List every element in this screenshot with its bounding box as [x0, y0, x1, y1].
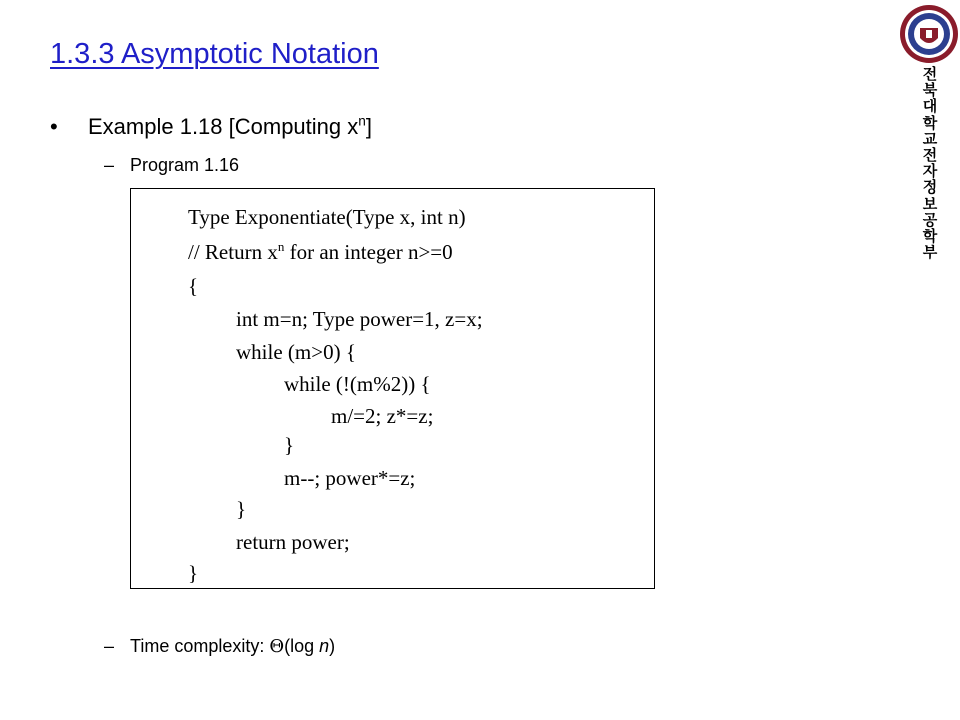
dash-marker: –	[104, 636, 115, 656]
time-close: )	[329, 636, 336, 656]
code-line: int m=n; Type power=1, z=x;	[236, 307, 483, 331]
code-line	[188, 240, 453, 264]
code-line: Type Exponentiate(Type x, int n)	[188, 205, 466, 229]
code-line: }	[236, 497, 247, 521]
code-superscript: n	[277, 239, 285, 254]
code-line: m--; power*=z;	[284, 466, 416, 490]
code-line: while (!(m%2)) {	[284, 372, 431, 396]
code-comment: // Return x	[188, 240, 278, 264]
code-line: while (m>0) {	[236, 340, 356, 364]
bullet-text: Example 1.18 [Computing x	[88, 114, 359, 139]
bullet-marker: •	[50, 114, 58, 139]
code-line: m/=2; z*=z;	[331, 404, 434, 428]
code-line: }	[284, 433, 295, 457]
program-label: Program 1.16	[130, 155, 240, 175]
dash-marker: –	[104, 155, 115, 175]
university-seal-icon	[899, 4, 959, 64]
time-variable: n	[319, 636, 330, 656]
slide-title: 1.3.3 Asymptotic Notation	[50, 38, 379, 70]
time-open: (log	[284, 636, 320, 656]
theta-symbol: Θ	[269, 636, 285, 657]
code-block	[130, 188, 655, 589]
time-complexity-subitem	[104, 636, 335, 657]
time-label: Time complexity:	[130, 636, 270, 656]
bullet-superscript: n	[358, 113, 366, 129]
example-bullet	[50, 114, 372, 140]
code-line: {	[188, 274, 199, 298]
bullet-text-end: ]	[365, 114, 372, 139]
code-line: return power;	[236, 530, 350, 554]
code-line: }	[188, 561, 199, 585]
code-comment-end: for an integer n>=0	[284, 240, 453, 264]
university-name-vertical: 전북대학교 전자정보공학부	[922, 65, 938, 262]
program-subitem	[104, 155, 239, 176]
